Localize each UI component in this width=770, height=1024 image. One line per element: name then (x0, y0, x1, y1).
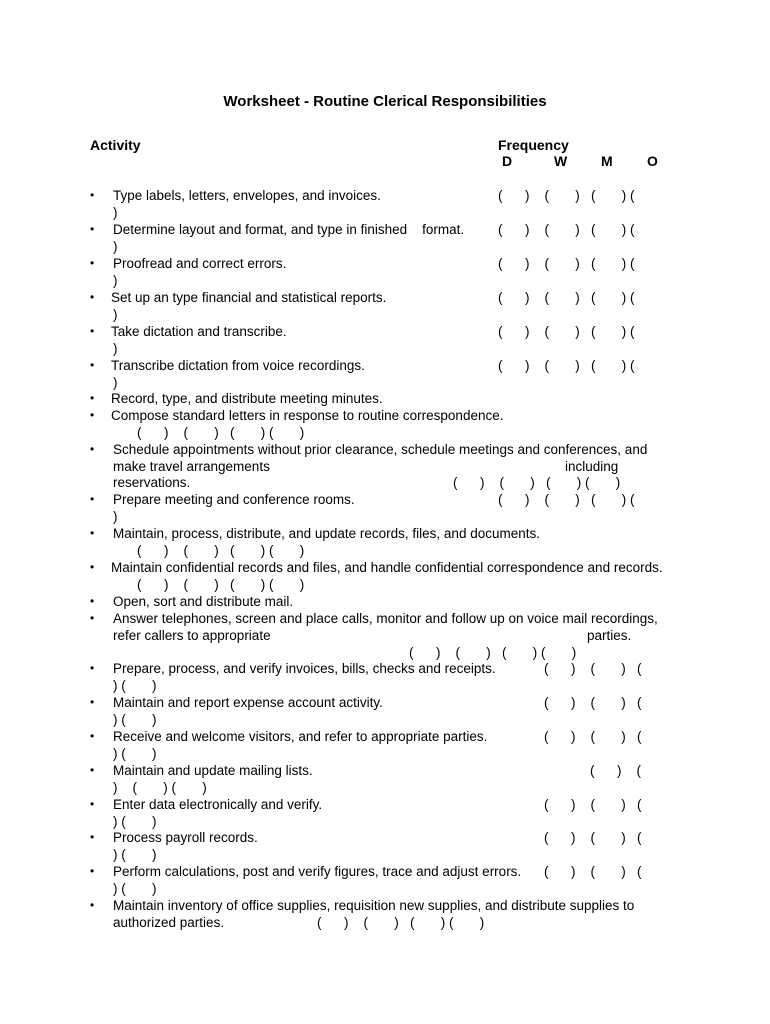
frequency-marks: ( ) ( ) ( ) ( ) (317, 915, 485, 930)
bullet: • (90, 594, 95, 608)
frequency-marks-wrap: ) (113, 509, 118, 524)
bullet: • (90, 442, 95, 456)
frequency-marks: ( ) ( ) ( ) ( (498, 492, 635, 507)
list-item: Open, sort and distribute mail. (113, 594, 294, 609)
list-item-line2-end: including (565, 459, 619, 474)
list-item: Compose standard letters in response to routine correspondence. (111, 408, 504, 423)
list-item: Take dictation and transcribe. (111, 324, 287, 339)
frequency-marks: ( ) ( ) ( ) ( (498, 290, 635, 305)
bullet: • (90, 763, 95, 777)
bullet: • (90, 391, 95, 405)
col-header-d: D (502, 153, 513, 169)
frequency-marks-wrap: ) (113, 307, 118, 322)
activity-header: Activity (90, 137, 141, 153)
frequency-marks: ( ) ( ) ( (544, 695, 642, 710)
list-item: Enter data electronically and verify. (113, 797, 323, 812)
list-item-line3: reservations. (113, 475, 191, 490)
list-item: Record, type, and distribute meeting minutes. (111, 391, 383, 406)
frequency-marks-wrap: ( ) ( ) ( ) ( ) (137, 577, 305, 592)
list-item: Receive and welcome visitors, and refer to appropriate parties. (113, 729, 488, 744)
frequency-marks-wrap: ) (113, 239, 118, 254)
frequency-marks: ( ) ( ) ( ) ( (498, 358, 635, 373)
bullet: • (90, 256, 95, 270)
list-item: Maintain and update mailing lists. (113, 763, 313, 778)
frequency-marks-wrap: ) (113, 205, 118, 220)
list-item-line2: make travel arrangements (113, 459, 270, 474)
list-item: Maintain inventory of office supplies, requisition new supplies, and distribute supplies to (113, 898, 635, 913)
frequency-marks: ( ) ( ) ( ) ( ) (409, 645, 577, 660)
frequency-marks-wrap: ) ( ) (113, 678, 157, 693)
bullet: • (90, 864, 95, 878)
frequency-marks-wrap: ) (113, 341, 118, 356)
bullet: • (90, 408, 95, 422)
bullet: • (90, 797, 95, 811)
bullet: • (90, 898, 95, 912)
frequency-marks: ( ) ( ) ( ) ( (498, 222, 635, 237)
list-item: Maintain and report expense account activity. (113, 695, 383, 710)
list-item: Perform calculations, post and verify figures, trace and adjust errors. (113, 864, 522, 879)
list-item: Transcribe dictation from voice recordings. (111, 358, 365, 373)
bullet: • (90, 324, 95, 338)
frequency-marks: ( ) ( ) ( (544, 797, 642, 812)
page-title: Worksheet - Routine Clerical Responsibilities (223, 93, 547, 110)
col-header-m: M (601, 153, 613, 169)
list-item-line2: authorized parties. (113, 915, 225, 930)
col-header-w: W (554, 153, 568, 169)
frequency-marks-wrap: ) ( ) (113, 881, 157, 896)
list-item: Schedule appointments without prior clearance, schedule meetings and conferences, and (113, 442, 648, 457)
bullet: • (90, 560, 95, 574)
list-item-line2: refer callers to appropriate (113, 628, 271, 643)
list-item: Determine layout and format, and type in finished format. (113, 222, 465, 237)
list-item: Set up an type financial and statistical reports. (111, 290, 387, 305)
list-item: Proofread and correct errors. (113, 256, 287, 271)
frequency-header: Frequency (498, 137, 569, 153)
frequency-marks-wrap: ( ) ( ) ( ) ( ) (137, 425, 305, 440)
list-item: Answer telephones, screen and place calls, monitor and follow up on voice mail recordings, (113, 611, 658, 626)
frequency-marks: ( ) ( (590, 763, 641, 778)
frequency-marks-wrap: ) ( ) (113, 746, 157, 761)
bullet: • (90, 188, 95, 202)
list-item-line2-end: parties. (587, 628, 632, 643)
frequency-marks: ( ) ( ) ( (544, 661, 642, 676)
list-item: Type labels, letters, envelopes, and invoices. (113, 188, 381, 203)
list-item: Process payroll records. (113, 830, 258, 845)
bullet: • (90, 830, 95, 844)
bullet: • (90, 358, 95, 372)
frequency-marks: ( ) ( ) ( (544, 864, 642, 879)
frequency-marks-wrap: ) ( ) (113, 814, 157, 829)
frequency-marks-wrap: ) (113, 375, 118, 390)
frequency-marks-wrap: ) ( ) (113, 712, 157, 727)
frequency-marks: ( ) ( ) ( ) ( (498, 256, 635, 271)
frequency-marks: ( ) ( ) ( ) ( (498, 188, 635, 203)
frequency-marks: ( ) ( ) ( ) ( (498, 324, 635, 339)
bullet: • (90, 611, 95, 625)
list-item: Prepare meeting and conference rooms. (113, 492, 355, 507)
frequency-marks-wrap: ) (113, 273, 118, 288)
list-item: Maintain confidential records and files, and handle confidential correspondence and records. (111, 560, 663, 575)
list-item: Maintain, process, distribute, and update records, files, and documents. (113, 526, 540, 541)
bullet: • (90, 492, 95, 506)
frequency-marks-wrap: ( ) ( ) ( ) ( ) (137, 543, 305, 558)
bullet: • (90, 729, 95, 743)
bullet: • (90, 526, 95, 540)
bullet: • (90, 290, 95, 304)
col-header-o: O (647, 153, 658, 169)
bullet: • (90, 661, 95, 675)
frequency-marks: ( ) ( ) ( (544, 729, 642, 744)
bullet: • (90, 222, 95, 236)
frequency-marks-wrap: ) ( ) ( ) (113, 780, 207, 795)
frequency-marks: ( ) ( ) ( ) ( ) (453, 475, 621, 490)
bullet: • (90, 695, 95, 709)
list-item: Prepare, process, and verify invoices, bills, checks and receipts. (113, 661, 496, 676)
frequency-marks: ( ) ( ) ( (544, 830, 642, 845)
frequency-marks-wrap: ) ( ) (113, 847, 157, 862)
